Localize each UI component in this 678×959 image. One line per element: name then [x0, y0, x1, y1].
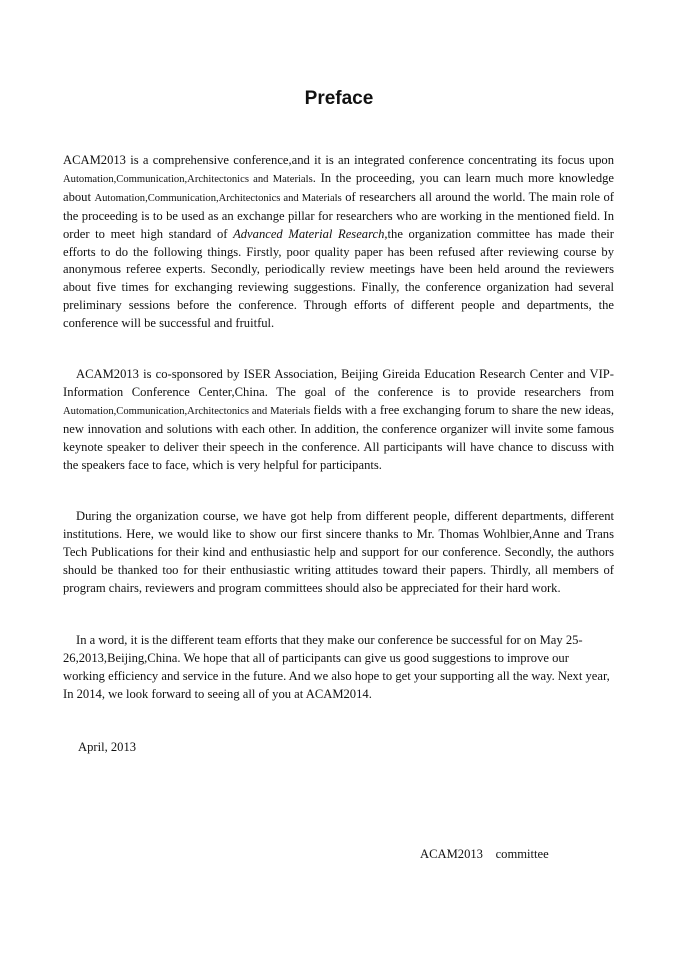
- paragraph-text-small: Automation,Communication,Architectonics and Materials: [94, 192, 342, 204]
- paragraph-text-small: Automation,Communication,Architectonics and Materials: [63, 405, 311, 417]
- document-date: April, 2013: [78, 740, 137, 754]
- paragraph-sponsors: [63, 366, 614, 474]
- paragraph-thanks: [63, 508, 614, 598]
- paragraph-text: . In the proceeding, you can learn much more knowledge about: [63, 170, 614, 204]
- paragraph-text: In a word, it is the different team efforts that they make our conference be successful for on May 25-26,2013,Beijing,China. We hope that all of participants can give us good suggestions to improve our working efficiency and service in the future. And we also hope to get your supporting all the way. Next year, In 2014, we look forward to seeing all of you at ACAM2014.: [63, 633, 610, 701]
- page-title: Preface: [304, 88, 374, 109]
- paragraph-text: the organization committee has made their efforts to do the following things. Firstly, poor quality paper has been refused after reviewing course by anonymous referee experts. Secondly, periodically review meetings have been held around the reviewers about five times for exchanging reviewing suggestions. Finally, the conference organization had several preliminary sessions before the conference. Through efforts of different people and departments, the conference will be successful and fruitful.: [63, 226, 614, 331]
- paragraph-text: ACAM2013 is co-sponsored by ISER Association, Beijing Gireida Education Research Center and VIP-Information Conference Center,China. The goal of the conference is to provide researchers from: [63, 367, 614, 399]
- paragraph-intro: [63, 152, 614, 333]
- paragraph-text-small: Automation,Communication,Architectonics and Materials: [63, 173, 313, 185]
- paragraph-text: of researchers all around the world. The main role of the proceeding is to be used as an exchange pillar for researchers who are working in the mentioned field. In order to meet high standard of: [63, 189, 614, 241]
- paragraph-text: During the organization course, we have got help from different people, different departments, different institutions. Here, we would like to show our first sincere thanks to Mr. Thomas Wohlbier,Anne and Trans Tech Publications for their kind and enthusiastic help and support for our conference. Secondly, the authors should be thanked too for their enthusiastic writing attitudes toward their papers. Thirdly, all members of program chairs, reviewers and program committees should also be appreciated for their hard work.: [63, 509, 614, 595]
- committee-signature: ACAM2013 committee: [420, 847, 549, 861]
- paragraph-text: fields with a free exchanging forum to share the new ideas, new innovation and solutions with each other. In addition, the conference organizer will invite some famous keynote speaker to deliver their speech in the conference. All participants will have chance to discuss with the speakers face to face, which is very helpful for participants.: [63, 402, 615, 472]
- journal-title: Advanced Material Research,: [233, 226, 388, 241]
- paragraph-text: ACAM2013 is a comprehensive conference,and it is an integrated conference concentrating its focus upon: [63, 153, 614, 167]
- paragraph-closing: [63, 632, 614, 704]
